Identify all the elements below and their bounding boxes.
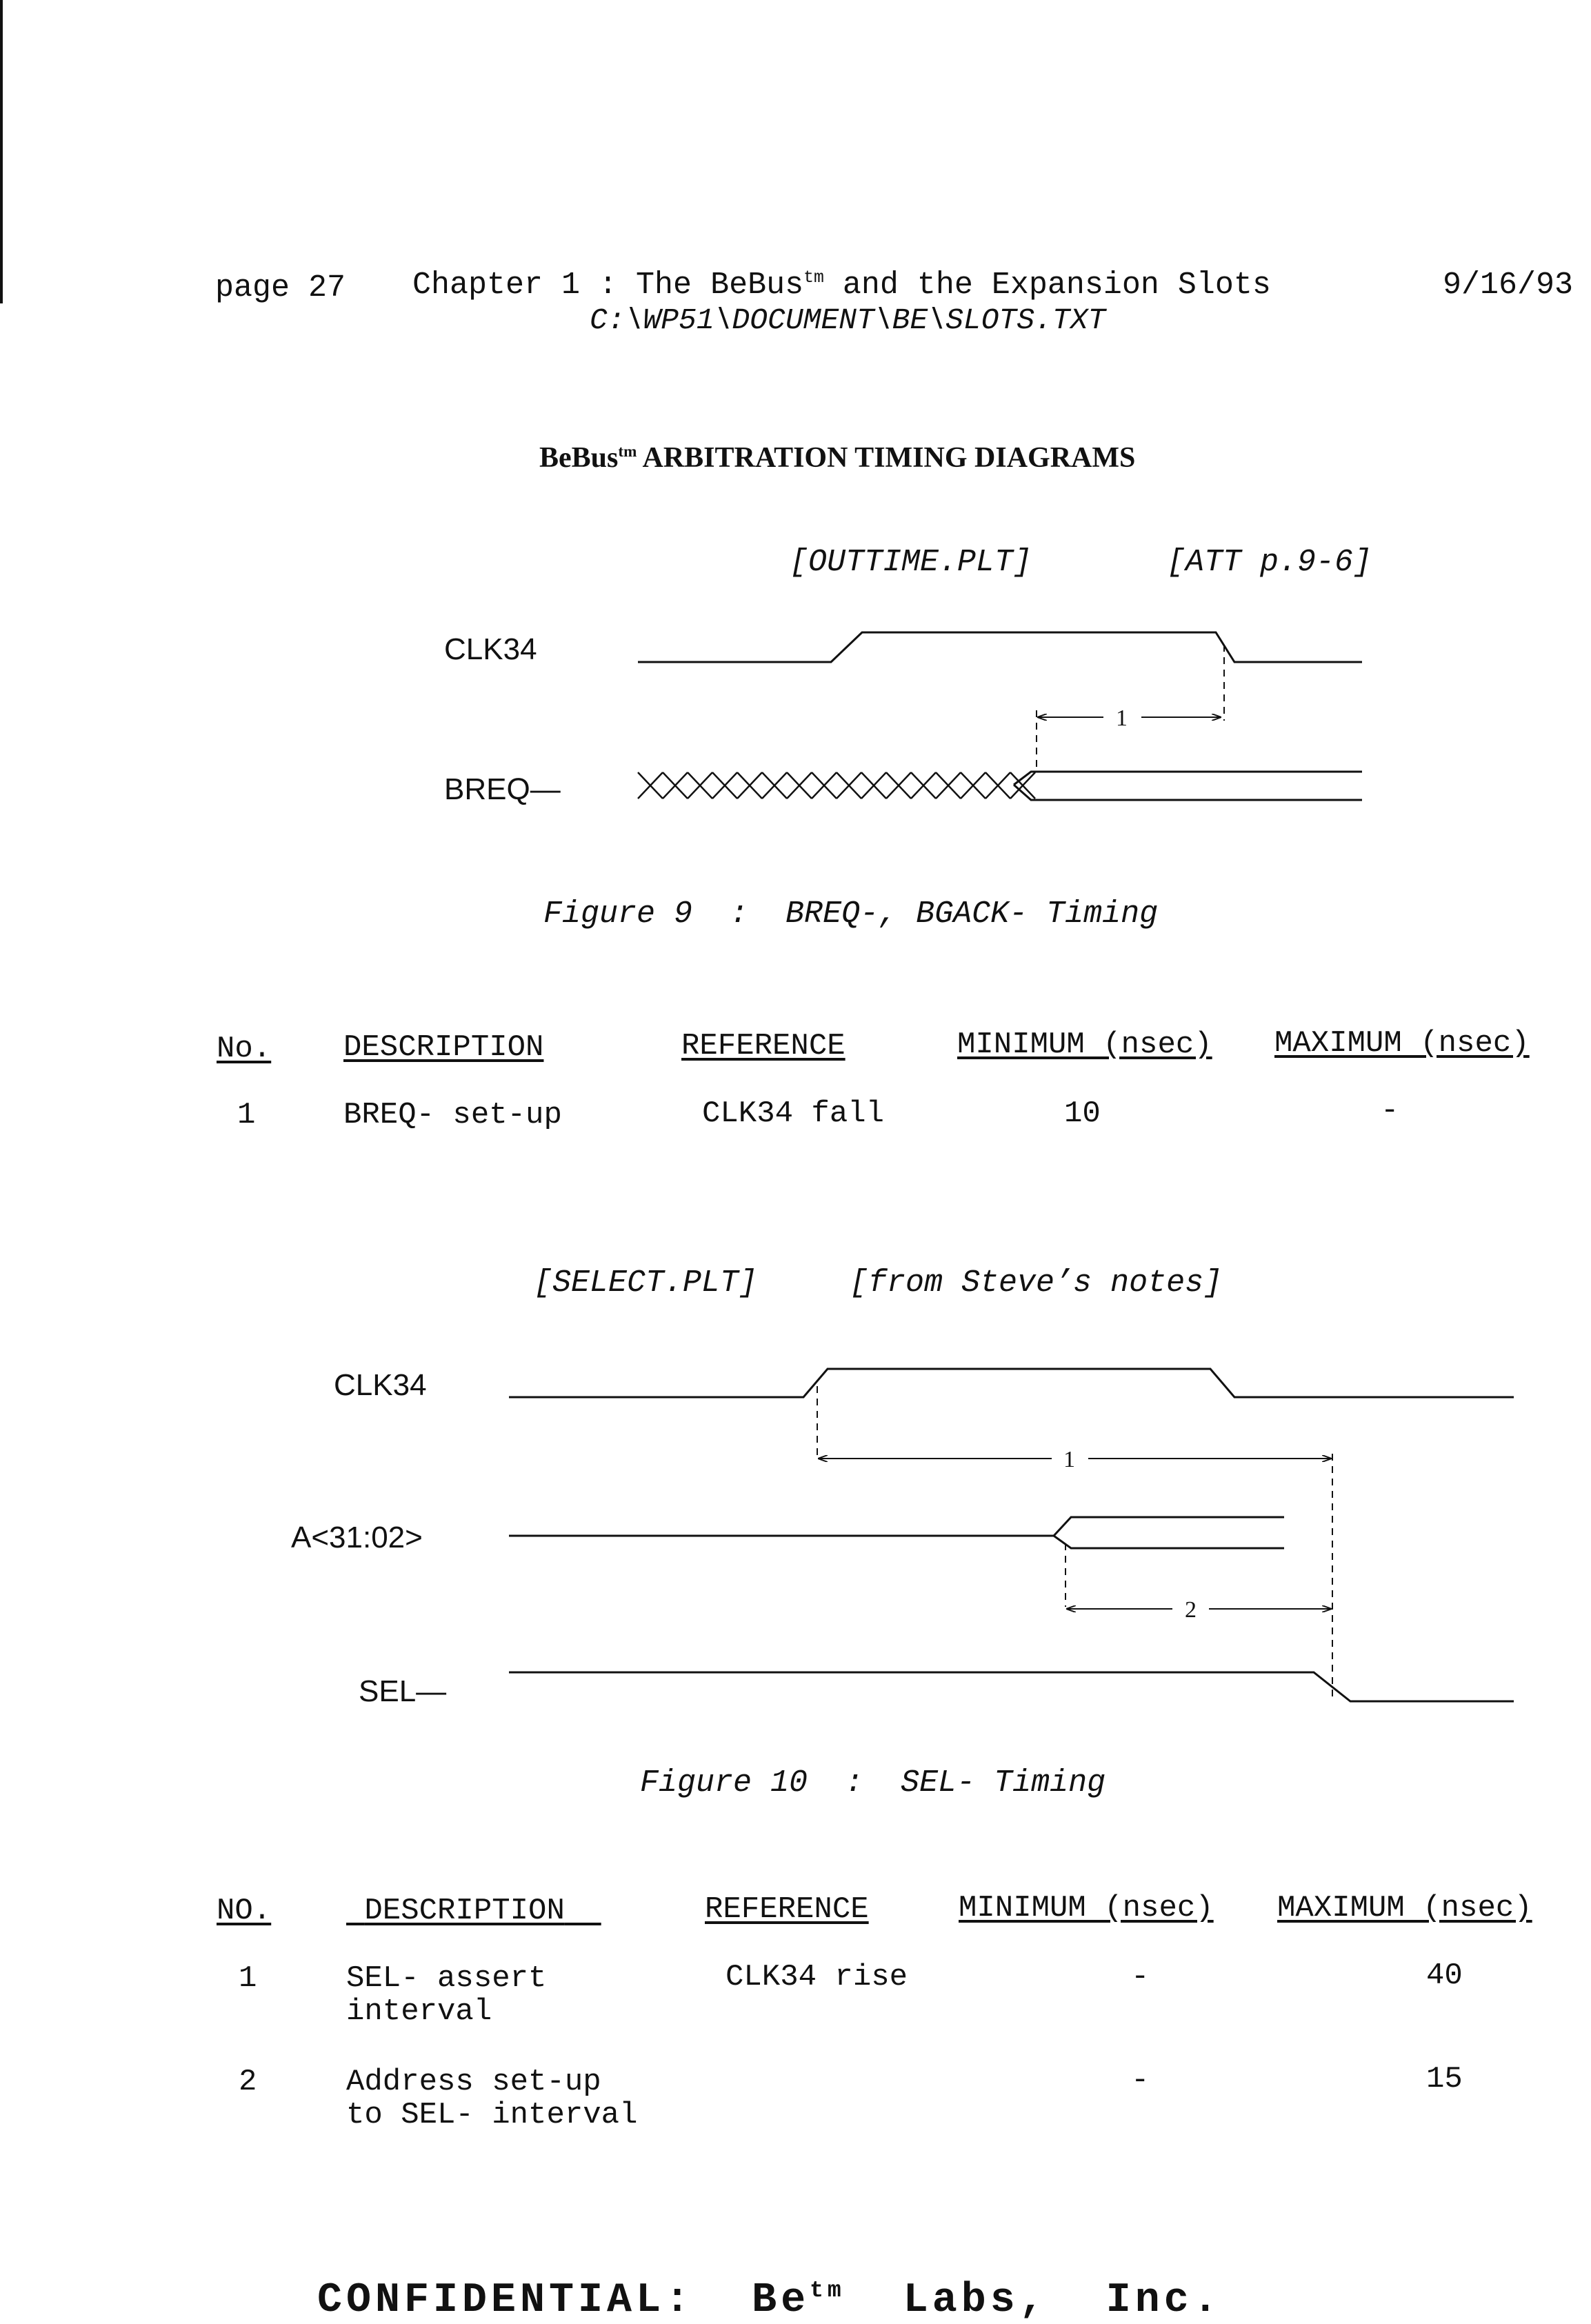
table1-header-maximum: MAXIMUM (nsec) xyxy=(1274,1026,1530,1061)
table2-row1-description-line1: SEL- assert xyxy=(346,1961,547,1996)
file-path: C:\WP51\DOCUMENT\BE\SLOTS.TXT xyxy=(590,303,1106,337)
table2-header-description: DESCRIPTION xyxy=(364,1894,565,1928)
figure10-marker-2: 2 xyxy=(1185,1597,1197,1623)
table1-row1-minimum: 10 xyxy=(1064,1096,1101,1131)
signal-label-clk34-2: CLK34 xyxy=(334,1368,427,1402)
address-valid-lower xyxy=(1054,1536,1284,1548)
figure9-caption: Figure 9 : BREQ-, BGACK- Timing xyxy=(543,896,1159,932)
figure9-marker-1: 1 xyxy=(1116,705,1128,731)
figure10-marker-1: 1 xyxy=(1063,1447,1075,1472)
confidential-footer: CONFIDENTIAL: $Be^{tm}$ Labs, Inc. xyxy=(317,2277,1222,2324)
signal-label-clk34: CLK34 xyxy=(444,632,537,666)
signal-label-breq: BREQ— xyxy=(444,772,561,806)
table2-row1-maximum: 40 xyxy=(1426,1959,1463,1993)
figure10-caption: Figure 10 : SEL- Timing xyxy=(640,1765,1106,1801)
table2-header-reference: REFERENCE xyxy=(705,1892,869,1927)
table2-row1-description-line2: interval xyxy=(346,1994,492,2029)
figure10-file-ref: [SELECT.PLT] xyxy=(534,1265,758,1301)
table2-row2-no: 2 xyxy=(239,2065,257,2099)
table2-row2-description-line2: to SEL- interval xyxy=(346,2098,638,2132)
table2-row1-minimum: - xyxy=(1131,1960,1150,1994)
table2-row2-minimum: - xyxy=(1131,2063,1150,2098)
table2-row1-no: 1 xyxy=(239,1961,257,1996)
table1-row1-reference: CLK34 fall xyxy=(702,1096,885,1131)
table1-row1-no: 1 xyxy=(237,1098,256,1132)
signal-label-address: A<31:02> xyxy=(291,1521,423,1554)
table2-header-no: NO. xyxy=(217,1894,272,1928)
page-number: page 27 xyxy=(215,270,346,305)
figure10-note-ref: [from Steve’s notes] xyxy=(850,1265,1223,1301)
header-date: 9/16/93 xyxy=(1443,268,1574,303)
sel-waveform xyxy=(509,1672,1514,1701)
figure9-page-ref: [ATT p.9-6] xyxy=(1167,545,1372,580)
table1-header-reference: REFERENCE xyxy=(681,1029,845,1063)
address-valid-upper xyxy=(1054,1517,1284,1536)
chapter-title: Chapter 1 : The BeBus$^{tm}$ and the Expansion Slots xyxy=(412,268,1271,303)
table2-row1-reference: CLK34 rise xyxy=(726,1960,908,1994)
table2-header-maximum: MAXIMUM (nsec) xyxy=(1277,1891,1532,1925)
table1-header-minimum: MINIMUM (nsec) xyxy=(957,1028,1212,1062)
table1-header-description: DESCRIPTION xyxy=(343,1030,544,1065)
table2-row2-description-line1: Address set-up xyxy=(346,2065,601,2099)
clk34-waveform-2 xyxy=(509,1369,1514,1397)
section-title: BeBus$^{tm}$ ARBITRATION TIMING DIAGRAMS xyxy=(539,442,1136,474)
table2-header-minimum: MINIMUM (nsec) xyxy=(959,1891,1214,1925)
table1-header-no: No. xyxy=(217,1032,272,1066)
table1-row1-maximum: - xyxy=(1381,1094,1399,1128)
table1-row1-description: BREQ- set-up xyxy=(343,1098,562,1132)
table2-row2-maximum: 15 xyxy=(1426,2062,1463,2096)
signal-label-sel: SEL— xyxy=(359,1674,447,1708)
figure9-file-ref: [OUTTIME.PLT] xyxy=(790,545,1032,580)
